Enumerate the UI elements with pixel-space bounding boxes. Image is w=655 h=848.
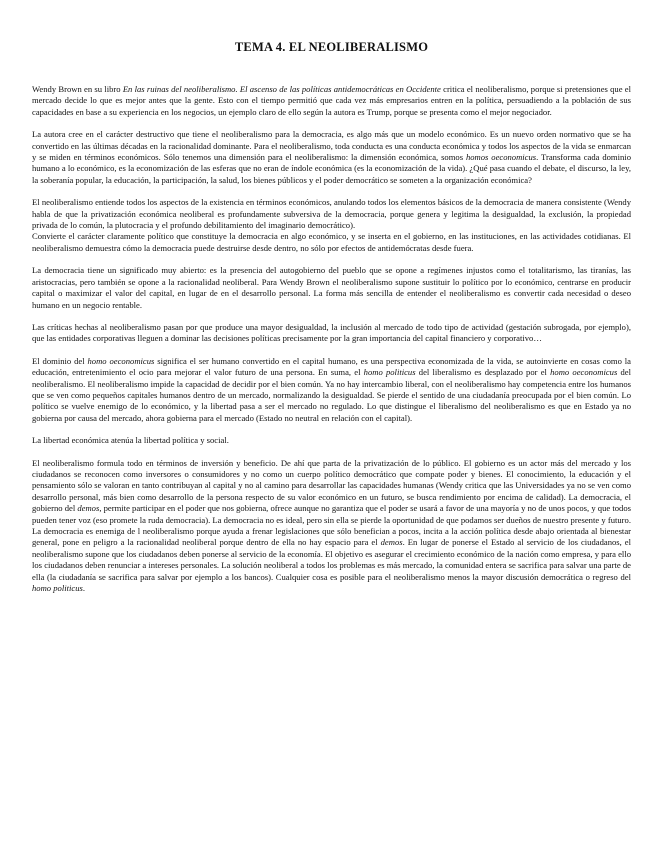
paragraph [32,129,631,186]
italic-text: homos oeconomicus [465,152,537,163]
text-run: Wendy Brown en su libro [32,84,123,94]
paragraph [32,197,631,231]
paragraph [32,231,631,254]
text-run: La libertad económica atenúa la libertad política y social. [32,435,229,446]
text-run: Convierte el carácter claramente político que constituye la democracia en algo económico, y se inserta en el gobierno, en las instituciones, en las actividades cotidianas. El neoliberalismo demuestra cómo la democracia puede destruirse desde dentro, no sólo por efectos de antidemócratas desde fuera. [32,231,631,253]
italic-text: demos [380,537,403,548]
text-run: del liberalismo es desplazado por el [415,367,551,378]
text-run: . En lugar de ponerse el Estado al servicio de los ciudadanos, el neoliberalismo supone que los ciudadanos deben ponerse al servicio de la economía. El objetivo es asegurar el crecimiento económico de la nación como empresa, y para ello los ciudadanos deben renunciar a intereses personales. La solución neoliberal a todos los problemas es más mercado, la comunidad entera se sacrifica para salvar una parte de ella (la ciudadanía se sacrifica para salvar por ejemplo a los bancos). Cualquier cosa es posible para el neoliberalismo menos la mayor discusión democrática o regreso del [32,537,631,582]
text-run: Las críticas hechas al neoliberalismo pasan por que produce una mayor desigualdad, la inclusión al mercado de todo tipo de actividad (gestación subrogada, por ejemplo), que las entidades corporativas lleguen a dominar las decisiones políticas precisamente por la gran importancia del capital financiero y corporativo… [32,321,631,344]
italic-text: homo oeconomicus [87,355,155,366]
text-run: El dominio del [32,355,88,366]
text-run: . Transforma cada dominio humano a lo económico, es la economización de las esferas que no eran de índole económica (es la economización de la vida). ¿Qué pasa cuando el debate, el discurso, la ley, la soberanía popular, la educación, la participación, la salud, los bienes públicos y el poder democrático se someten a la organización económica? [32,152,631,185]
italic-text: homo politicus [32,583,83,594]
text-run: . [82,583,86,594]
text-run: critica el neoliberalismo, porque si pretensiones que el mercado decide lo que es mejor antes que la gente. Esto con el tiempo permitió que cada vez más empresarios entren en la política, persuadiendo a la población de sus capacidades en base a su experiencia en los negocios, un ejemplo claro de ello según la autora es Trump, porque se presenta como el mejor negociador. [32,84,631,117]
text-run: El neoliberalismo formula todo en términos de inversión y beneficio. De ahí que parta de la privatización de lo público. El gobierno es un actor más del mercado y los ciudadanos se reconocen como inversores o consumidores y no como un cuerpo político democrático que compate poder y bienes. El conocimiento, la educación y el pensamiento sólo se valoran en tanto contribuyan al capital y no al camino para desarrollar las capacidades humanas (Wendy critica que las Universidades ya no se ven como desarrollo personal, más bien como desarrollo de la persona respecto de su valor económico en un futuro, se busca rendimiento por encima de calidad). La democracia, el gobierno del [32,457,631,514]
paragraph [32,458,631,595]
text-run: La autora cree en el carácter destructivo que tiene el neoliberalismo para la democracia, es algo más que un modelo económico. Es un nuevo orden normativo que se ha convertido en las últimas décadas en la racionalidad dominante. Para el neoliberalismo, toda conducta es una conducta económica y todos los aspectos de la vida se enmarcan y se miden en términos económicos. Sólo tenemos una dimensión para el neoliberalismo: la dimensión económica, somos [32,129,631,163]
italic-text: demos [77,503,100,514]
text-run: La democracia tiene un significado muy abierto: es la presencia del autogobierno del pueblo que se opone a regímenes injustos como el totalitarismo, las tiranías, las aristocracias, pero también se opone a la racionalidad neoliberal. Para Wendy Brown el neoliberalismo supone sustituir lo político por lo económico, centrarse en producir capital o maximizar el valor del capital, en lugar de en el desarrollo personal. La forma más sencilla de entender el neoliberalismo es convertir cada necesidad o deseo humano en un negocio rentable. [32,265,631,310]
document-body [32,84,631,594]
italic-text: homo oeconomicus [550,367,618,378]
paragraph [32,435,631,446]
text-run: El neoliberalismo entiende todos los aspectos de la existencia en términos económicos, anulando todos los elementos básicos de la democracia de manera consistente (Wendy habla de que la privatización económica neoliberal es profundamente subversiva de la democracia, porque genera y legitima la desigualdad, la exclusión, la propiedad privada de lo común, la plutocracia y el profundo debilitamiento del imaginario democrático). [32,197,631,231]
italic-text: homo politicus [363,367,416,378]
text-run: significa el ser humano convertido en el capital humano, es una perspectiva economizada de la vida, se autoinvierte en cosas como la educación, entretenimiento el ocio para mejorar el valor futuro de una persona. En suma, el [32,355,631,378]
paragraph [32,265,631,311]
italic-text: En las ruinas del neoliberalismo. El ascenso de las políticas antidemocráticas en Occidente [122,84,441,94]
text-run: , permite participar en el poder que nos gobierna, ofrece aunque no garantiza que el poder se usará a favor de una mayoría y no de unos pocos, y que todos pueden tener voz (eso promete la ruda democracia). La democracia no es ideal, pero sin ella se pierde la oportunidad de que podamos ser dueños de nuestro presente y futuro. La democracia es enemiga de l neoliberalismo porque ayuda a frenar legislaciones que sólo benefician a pocos, incita a la acción política desde abajo orientada al bienestar general, pone en peligro a la racionalidad neoliberal porque dentro de ella no hay espacio para el [32,503,631,548]
paragraph [32,84,631,118]
text-run: del neoliberalismo. El neoliberalismo impide la capacidad de decidir por el bien común. Ya no hay intercambio liberal, con el neoliberalismo hay competencia entre los humanos que se ven como pequeños capitales humanos dentro de un mercado, normalizando la desigualdad. Se pierde el sentido de una ciudadanía preocupada por el bien común. Lo político se vuelve enemigo de lo económico, y la libertad pasa a ser el mercado no regulado. Lo que distingue el liberalismo del neoliberalismo es que en Estado ya no gobierna por causa del mercado, ahora gobierna para el mercado (Estado no neutral en relación con el capital). [32,367,631,423]
paragraph [32,322,631,345]
paragraph [32,356,631,424]
page-title: TEMA 4. EL NEOLIBERALISMO [234,40,429,54]
